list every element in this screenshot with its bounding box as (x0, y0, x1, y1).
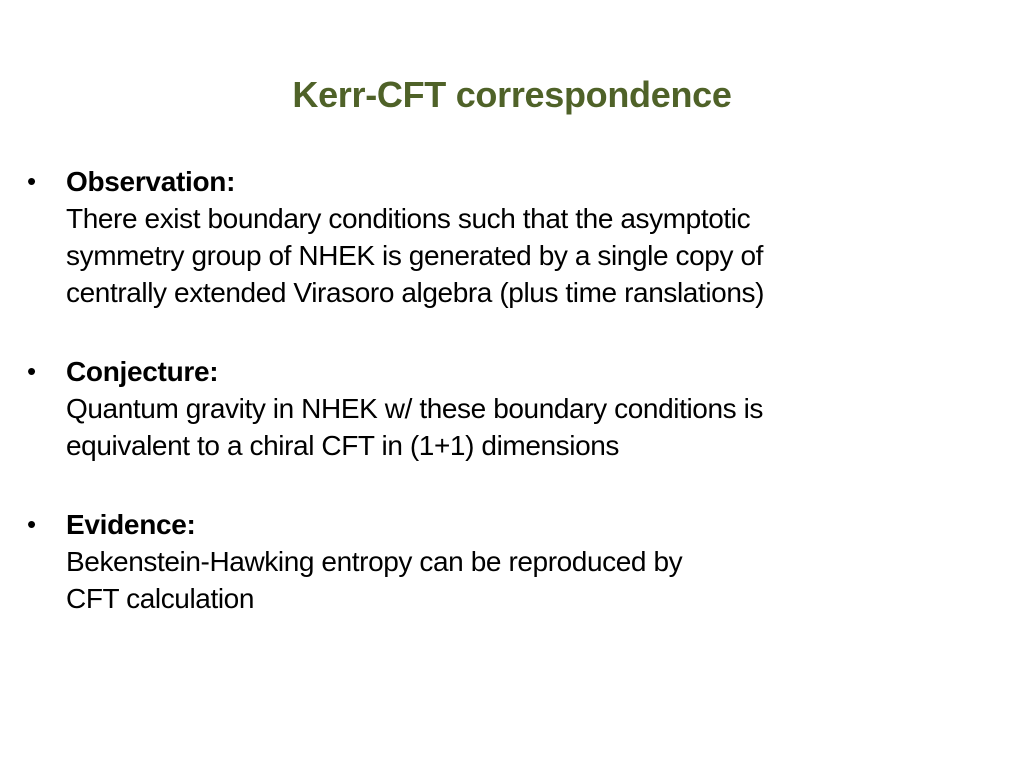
bullet-heading: Evidence: (66, 509, 196, 540)
bullet-conjecture (27, 353, 1007, 464)
bullet-body: Bekenstein-Hawking entropy can be reproduced by CFT calculation (66, 546, 683, 614)
bullet-evidence (27, 506, 1007, 617)
bullet-observation (27, 163, 1007, 311)
bullet-body: There exist boundary conditions such that the asymptotic symmetry group of NHEK is generated by a single copy of centrally extended Virasoro algebra (plus time ranslations) (66, 203, 765, 308)
bullet-body: Quantum gravity in NHEK w/ these boundary conditions is equivalent to a chiral CFT in (1+1) dimensions (66, 393, 764, 461)
bullet-list (27, 163, 1007, 659)
bullet-heading: Observation: (66, 166, 236, 197)
bullet-dot-icon: • (27, 166, 37, 196)
bullet-heading: Conjecture: (66, 356, 219, 387)
slide-title: Kerr-CFT correspondence (292, 74, 732, 115)
bullet-dot-icon: • (27, 356, 37, 386)
bullet-dot-icon: • (27, 509, 37, 539)
